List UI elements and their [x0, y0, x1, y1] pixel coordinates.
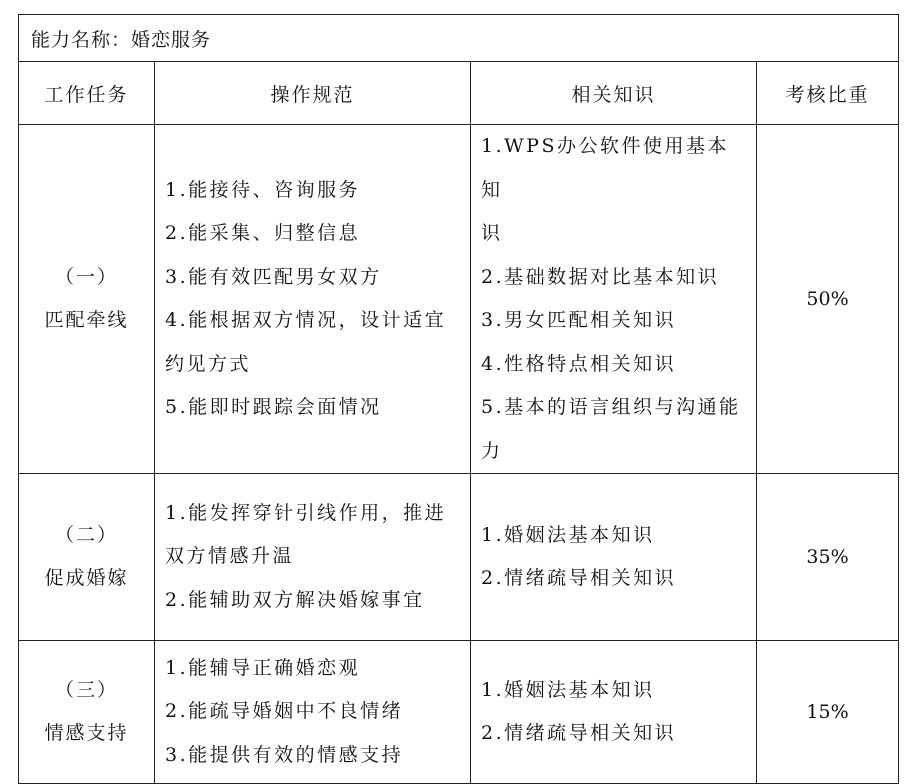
table-title: 能力名称：婚恋服务	[19, 15, 899, 62]
spec-line: 3.能提供有效的情感支持	[165, 743, 404, 766]
knowledge-cell	[471, 125, 757, 474]
knowledge-line: 5.基本的语言组织与沟通能	[481, 396, 741, 418]
table-row	[19, 125, 899, 474]
spec-line: 2.能疏导婚姻中不良情绪	[165, 700, 404, 723]
task-index: （二）	[54, 524, 118, 546]
table-row	[19, 641, 899, 784]
spec-line: 1.能发挥穿针引线作用，推进	[165, 501, 447, 524]
table-row	[19, 474, 899, 641]
task-name: 促成婚嫁	[44, 567, 129, 589]
spec-line: 约见方式	[165, 352, 252, 375]
task-cell	[19, 641, 155, 784]
knowledge-cell	[471, 474, 757, 641]
task-name: 匹配牵线	[44, 309, 129, 331]
knowledge-line: 1.婚姻法基本知识	[481, 678, 655, 701]
spec-line: 2.能辅助双方解决婚嫁事宜	[165, 588, 425, 611]
knowledge-line: 4.性格特点相关知识	[481, 352, 677, 375]
header-row	[19, 62, 899, 125]
task-index: （三）	[54, 679, 118, 701]
weight-cell: 50%	[757, 125, 899, 474]
header-knowledge: 相关知识	[471, 62, 757, 125]
task-index: （一）	[54, 266, 118, 288]
knowledge-line: 1.婚姻法基本知识	[481, 523, 655, 546]
header-weight: 考核比重	[757, 62, 899, 125]
spec-line: 1.能接待、咨询服务	[165, 178, 361, 201]
spec-line: 1.能辅导正确婚恋观	[165, 656, 361, 679]
header-spec: 操作规范	[155, 62, 471, 125]
knowledge-line: 2.基础数据对比基本知识	[481, 265, 720, 288]
competency-table	[18, 14, 899, 784]
weight-cell: 15%	[757, 641, 899, 784]
knowledge-cell	[471, 641, 757, 784]
header-task: 工作任务	[19, 62, 155, 125]
knowledge-line: 2.情绪疏导相关知识	[481, 567, 677, 589]
spec-cell	[155, 125, 471, 474]
spec-cell	[155, 474, 471, 641]
task-cell	[19, 474, 155, 641]
knowledge-line: 识	[481, 222, 503, 244]
competency-document	[18, 14, 899, 784]
weight-cell: 35%	[757, 474, 899, 641]
task-cell	[19, 125, 155, 474]
spec-line: 2.能采集、归整信息	[165, 222, 361, 244]
knowledge-line: 力	[481, 439, 503, 462]
task-name: 情感支持	[44, 722, 129, 744]
knowledge-line: 3.男女匹配相关知识	[481, 309, 677, 331]
spec-line: 4.能根据双方情况，设计适宜	[165, 309, 447, 331]
spec-cell	[155, 641, 471, 784]
spec-line: 3.能有效匹配男女双方	[165, 265, 382, 288]
spec-line: 双方情感升温	[165, 545, 295, 568]
knowledge-line: 2.情绪疏导相关知识	[481, 722, 677, 744]
spec-line: 5.能即时跟踪会面情况	[165, 396, 382, 418]
knowledge-line: 1.WPS办公软件使用基本知	[481, 135, 729, 201]
